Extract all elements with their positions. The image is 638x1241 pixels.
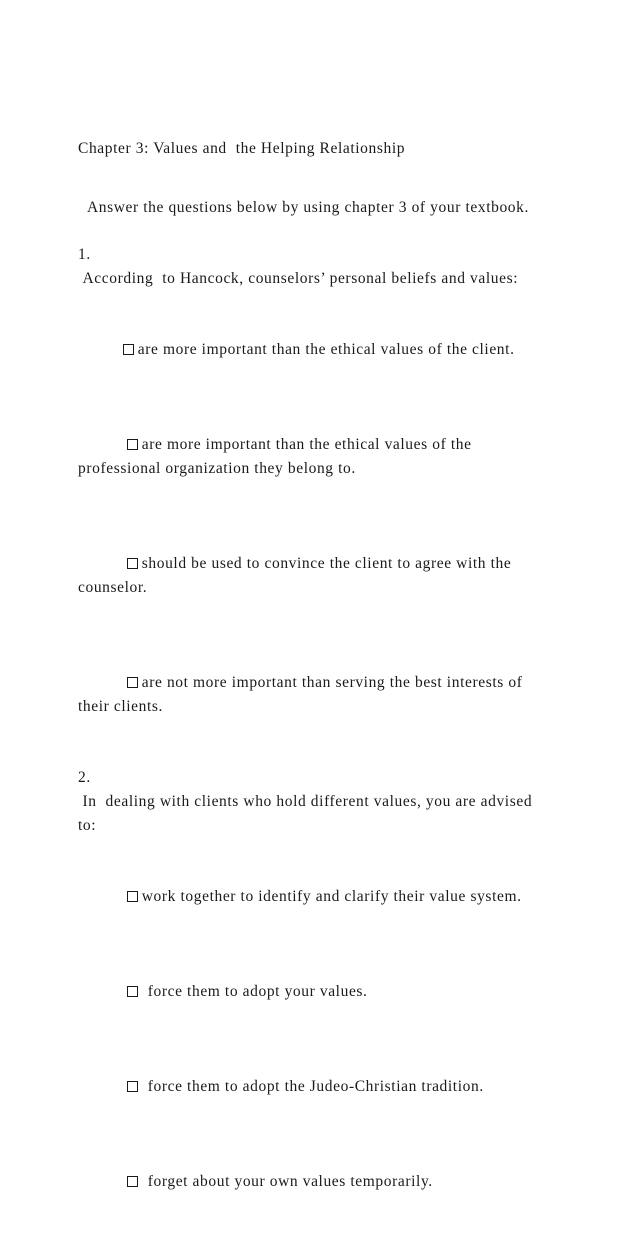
answer-option[interactable]	[78, 528, 538, 624]
checkbox-icon[interactable]	[127, 1176, 138, 1187]
answer-option[interactable]	[78, 1146, 538, 1218]
question-2	[78, 766, 538, 1218]
answer-options	[78, 314, 538, 743]
answer-option-text: are not more important than serving the best interests of their clients.	[78, 674, 527, 715]
answer-option-text: force them to adopt your values.	[147, 983, 368, 1000]
answer-option-text: force them to adopt the Judeo-Christian tradition.	[147, 1078, 484, 1095]
answer-option[interactable]	[78, 409, 538, 505]
answer-options	[78, 861, 538, 1218]
checkbox-icon[interactable]	[123, 344, 134, 355]
checkbox-icon[interactable]	[127, 1081, 138, 1092]
instructions-text: Answer the questions below by using chapter 3 of your textbook.	[78, 199, 529, 216]
checkbox-icon[interactable]	[127, 986, 138, 997]
checkbox-icon[interactable]	[127, 677, 138, 688]
answer-option[interactable]	[78, 956, 538, 1028]
question-text: According to Hancock, counselors’ personal beliefs and values:	[78, 270, 519, 287]
question-number: 2.	[78, 769, 91, 786]
question-1	[78, 243, 538, 743]
checkbox-icon[interactable]	[127, 558, 138, 569]
answer-option-text: forget about your own values temporarily.	[147, 1173, 433, 1190]
question-number: 1.	[78, 246, 91, 263]
answer-option[interactable]	[78, 314, 538, 386]
question-text: In dealing with clients who hold different values, you are advised to:	[78, 793, 537, 834]
answer-option-text: are more important than the ethical values of the client.	[137, 341, 515, 358]
answer-option-text: work together to identify and clarify their value system.	[141, 888, 522, 905]
answer-option-text: are more important than the ethical values of the professional organization they belong to.	[78, 436, 477, 477]
document-content	[78, 137, 538, 1241]
checkbox-icon[interactable]	[127, 891, 138, 902]
page-title: Chapter 3: Values and the Helping Relationship	[78, 140, 406, 157]
answer-option[interactable]	[78, 647, 538, 743]
answer-option[interactable]	[78, 1051, 538, 1123]
answer-option-text: should be used to convince the client to agree with the counselor.	[78, 555, 516, 596]
checkbox-icon[interactable]	[127, 439, 138, 450]
answer-option[interactable]	[78, 861, 538, 933]
